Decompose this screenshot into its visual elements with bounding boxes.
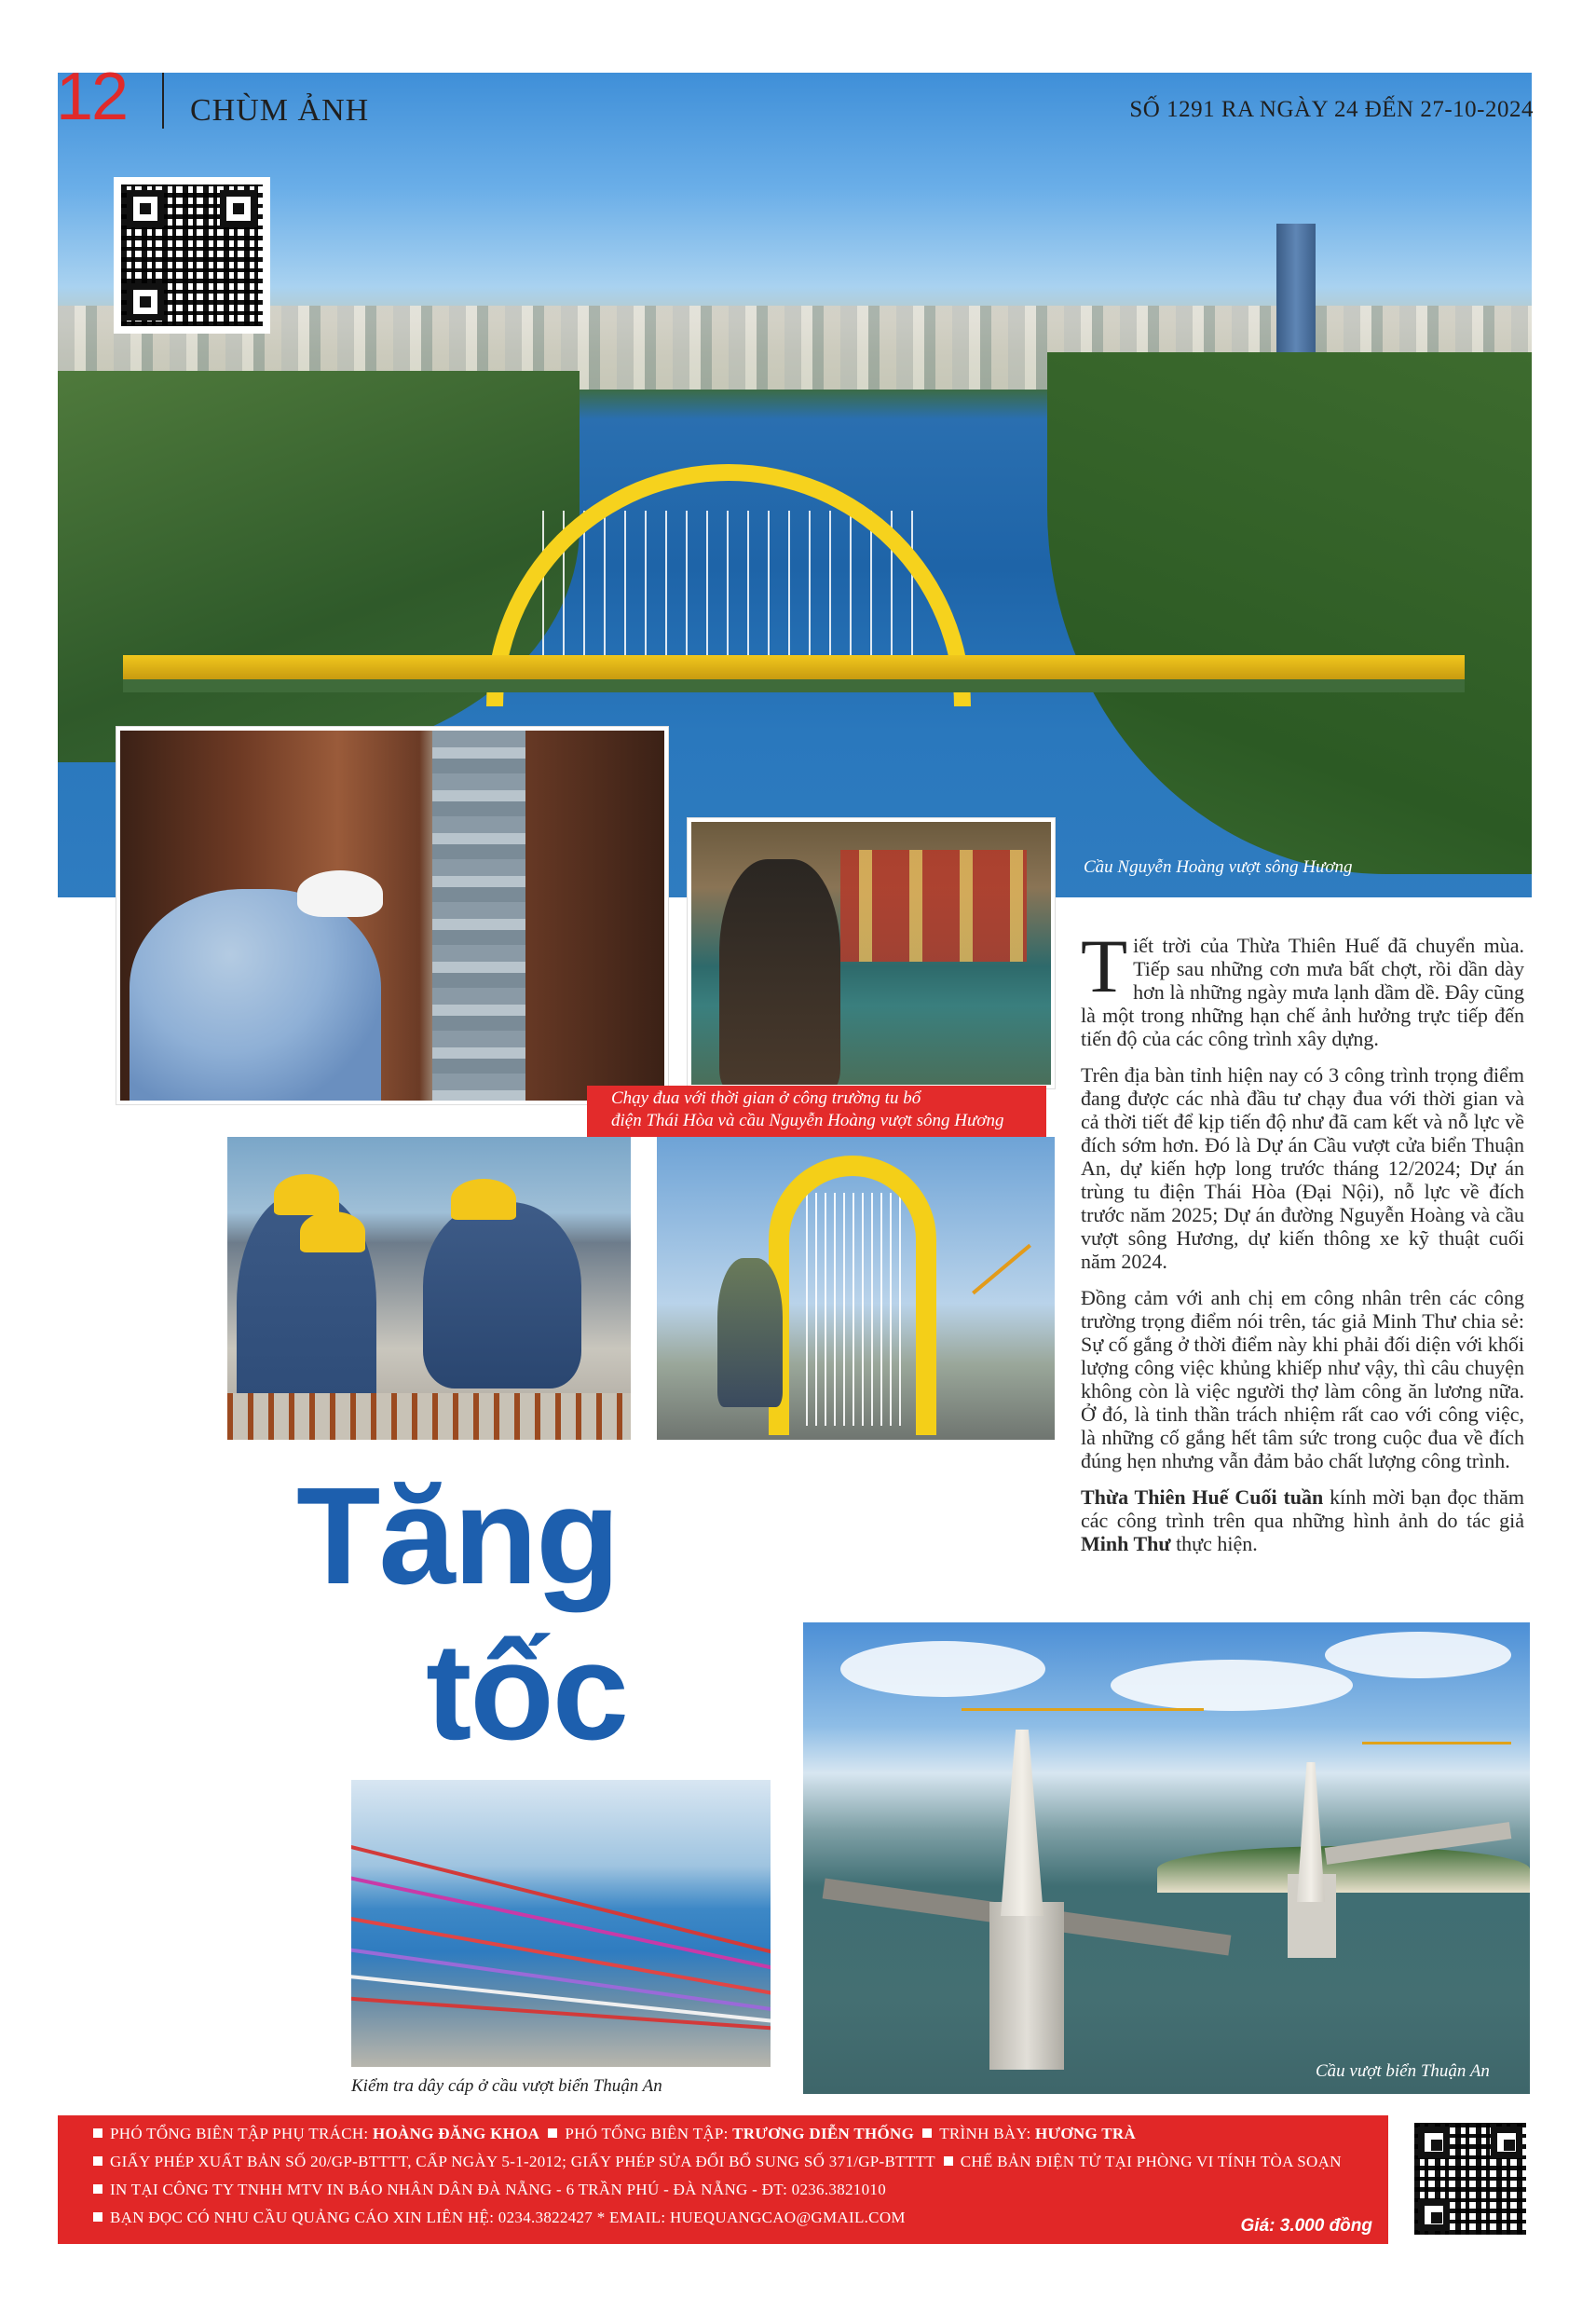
yellow-arch bbox=[769, 1156, 936, 1435]
hero-riverbank-right bbox=[1047, 352, 1532, 874]
restoration-caption-line2: điện Thái Hòa và cầu Nguyễn Hoàng vượt sông Hương bbox=[611, 1111, 1004, 1130]
hardhat bbox=[274, 1174, 339, 1215]
footer-line-4 bbox=[93, 2209, 906, 2227]
article-body bbox=[1081, 923, 1524, 1568]
crane-near bbox=[962, 1708, 1204, 1711]
footer-line-2 bbox=[93, 2153, 1342, 2171]
bullet-square bbox=[93, 2156, 102, 2166]
qr-finder bbox=[1418, 2127, 1450, 2158]
footer-label: PHÓ TỔNG BIÊN TẬP PHỤ TRÁCH: bbox=[110, 2125, 373, 2142]
crane-far bbox=[1362, 1742, 1511, 1744]
bullet-square bbox=[93, 2212, 102, 2222]
qr-finder bbox=[127, 283, 164, 321]
typesetting-info: CHẾ BẢN ĐIỆN TỬ TẠI PHÒNG VI TÍNH TÒA SOẠN bbox=[960, 2153, 1342, 2170]
photo-restoration-worker bbox=[688, 818, 1055, 1088]
photo-workers-rebar bbox=[227, 1137, 631, 1440]
bullet-square bbox=[93, 2184, 102, 2194]
hardhat bbox=[451, 1179, 516, 1220]
qr-finder bbox=[127, 190, 164, 227]
bullet-square bbox=[93, 2128, 102, 2138]
worker-with-hose bbox=[717, 1258, 783, 1407]
editor-in-charge: HOÀNG ĐĂNG KHOA bbox=[373, 2125, 540, 2142]
footer-label: PHÓ TỔNG BIÊN TẬP: bbox=[565, 2125, 733, 2142]
article-p4-text2: thực hiện. bbox=[1170, 1532, 1258, 1555]
hero-caption: Cầu Nguyễn Hoàng vượt sông Hương bbox=[1084, 857, 1353, 877]
qr-finder bbox=[1418, 2199, 1450, 2231]
footer-line-3 bbox=[93, 2181, 886, 2199]
dropcap: T bbox=[1081, 923, 1128, 1008]
palace-gate bbox=[840, 850, 1027, 962]
rebar-ground bbox=[227, 1393, 631, 1440]
footer-credits bbox=[58, 2115, 1388, 2244]
price-label: Giá: 3.000 đồng bbox=[1240, 2216, 1372, 2236]
article-p1: iết trời của Thừa Thiên Huế đã chuyển mùa. Tiếp sau những cơn mưa bất chợt, rồi dần dày hơn là những ngày mưa lạnh dầm dề. Đây cũng là một trong những hạn chế ảnh hưởng trực tiếp đến tiến độ của các công trình xây dựng. bbox=[1081, 934, 1524, 1050]
article-p4-text1: kính mời bạn đọc thăm các công trình trên qua những hình ảnh do tác giả bbox=[1081, 1485, 1524, 1532]
advertising-contact: BẠN ĐỌC CÓ NHU CẦU QUẢNG CÁO XIN LIÊN HỆ: 0234.3822427 * EMAIL: HUEQUANGCAO@GMAIL.COM bbox=[110, 2209, 906, 2226]
license-info: GIẤY PHÉP XUẤT BẢN SỐ 20/GP-BTTTT, CẤP NGÀY 5-1-2012; GIẤY PHÉP SỬA ĐỔI BỔ SUNG SỐ 371/GP-BTTTT bbox=[110, 2153, 935, 2170]
carved-pillar bbox=[432, 731, 525, 1104]
cloud bbox=[1111, 1660, 1353, 1711]
thuan-an-caption: Cầu vượt biển Thuận An bbox=[1316, 2061, 1490, 2081]
cable-red bbox=[351, 1836, 771, 1965]
headline-line2: tốc bbox=[426, 1615, 627, 1769]
printer-info: IN TẠI CÔNG TY TNHH MTV IN BÁO NHÂN DÂN ĐÀ NẴNG - 6 TRẦN PHÚ - ĐÀ NẴNG - ĐT: 0236.3821010 bbox=[110, 2181, 887, 2198]
qr-finder bbox=[220, 190, 257, 227]
hero-bridge-deck bbox=[123, 655, 1465, 679]
article-paragraph bbox=[1081, 1485, 1524, 1555]
bullet-square bbox=[944, 2156, 953, 2166]
photo-arch-worker bbox=[657, 1137, 1055, 1440]
bridge-pier-near bbox=[989, 1902, 1064, 2070]
cloud bbox=[840, 1641, 1045, 1697]
article-p3: Đồng cảm với anh chị em công nhân trên các công trường trọng điểm nói trên, tác giả Minh Thư chia sẻ: Sự cố gắng ở thời điểm này khi phải đối diện với khối lượng công việc khủng khiếp như vậy, thì câu chuyện không còn là việc người thợ làm công ăn lương nữa. Ở đó, là tinh thần trách nhiệm rất cao với công việc, là những cố gắng hết tâm sức trong cuộc đua về đích đúng hẹn nhưng vẫn đảm bảo chất lượng công trình. bbox=[1081, 1286, 1524, 1472]
section-title: CHÙM ẢNH bbox=[190, 93, 370, 128]
qr-code-bottom[interactable] bbox=[1407, 2115, 1534, 2242]
bridge-pylon-far bbox=[1297, 1762, 1325, 1902]
author-name: Minh Thư bbox=[1081, 1532, 1171, 1555]
publication-name: Thừa Thiên Huế Cuối tuần bbox=[1081, 1485, 1324, 1509]
page-number: 12 bbox=[56, 60, 128, 134]
article-paragraph bbox=[1081, 923, 1524, 1050]
deputy-editor: TRƯƠNG DIỄN THỐNG bbox=[732, 2125, 915, 2142]
white-cap bbox=[297, 870, 383, 917]
cable-pink bbox=[351, 1868, 771, 1980]
article-p2: Trên địa bàn tỉnh hiện nay có 3 công trình trọng điểm đang được các nhà đầu tư chạy đua với thời gian và cả thời tiết để kịp tiến độ như đã cam kết và nỗ lực về đích sớm hơn. Đó là Dự án Cầu vượt cửa biển Thuận An, dự kiến hợp long trước tháng 12/2024; Dự án trùng tu điện Thái Hòa (Đại Nội), nỗ lực về đích trước năm 2025; Dự án đường Nguyễn Hoàng và cầu vượt sông Hương, dự kiến thông xe kỹ thuật cuối năm 2024. bbox=[1081, 1063, 1524, 1273]
restorer-figure bbox=[130, 889, 381, 1104]
crane-boom bbox=[972, 1244, 1031, 1294]
photo-thuan-an-bridge bbox=[803, 1622, 1530, 2094]
footer-line-1 bbox=[93, 2125, 1136, 2143]
photo-bridge-cables bbox=[351, 1780, 771, 2067]
cables-caption: Kiểm tra dây cáp ở cầu vượt biển Thuận An bbox=[351, 2076, 662, 2096]
headline-line1: Tăng bbox=[296, 1459, 619, 1613]
bullet-square bbox=[922, 2128, 932, 2138]
worker-silhouette bbox=[719, 859, 840, 1088]
header-divider bbox=[162, 73, 164, 129]
qr-finder bbox=[1491, 2127, 1522, 2158]
restoration-caption-line1: Chạy đua với thời gian ở công trường tu bổ bbox=[611, 1088, 921, 1108]
photo-restoration-pillar bbox=[116, 727, 668, 1104]
hero-bridge-scaffold bbox=[123, 679, 1465, 692]
bullet-square bbox=[548, 2128, 557, 2138]
hardhat bbox=[300, 1211, 365, 1252]
qr-code-top[interactable] bbox=[114, 177, 270, 334]
footer-label: TRÌNH BÀY: bbox=[939, 2125, 1036, 2142]
cloud bbox=[1325, 1632, 1511, 1678]
worker-right bbox=[423, 1202, 581, 1389]
designer: HƯƠNG TRÀ bbox=[1035, 2125, 1137, 2142]
issue-info: SỐ 1291 RA NGÀY 24 ĐẾN 27-10-2024 bbox=[1129, 97, 1534, 122]
bridge-pylon-near bbox=[1001, 1730, 1044, 1916]
